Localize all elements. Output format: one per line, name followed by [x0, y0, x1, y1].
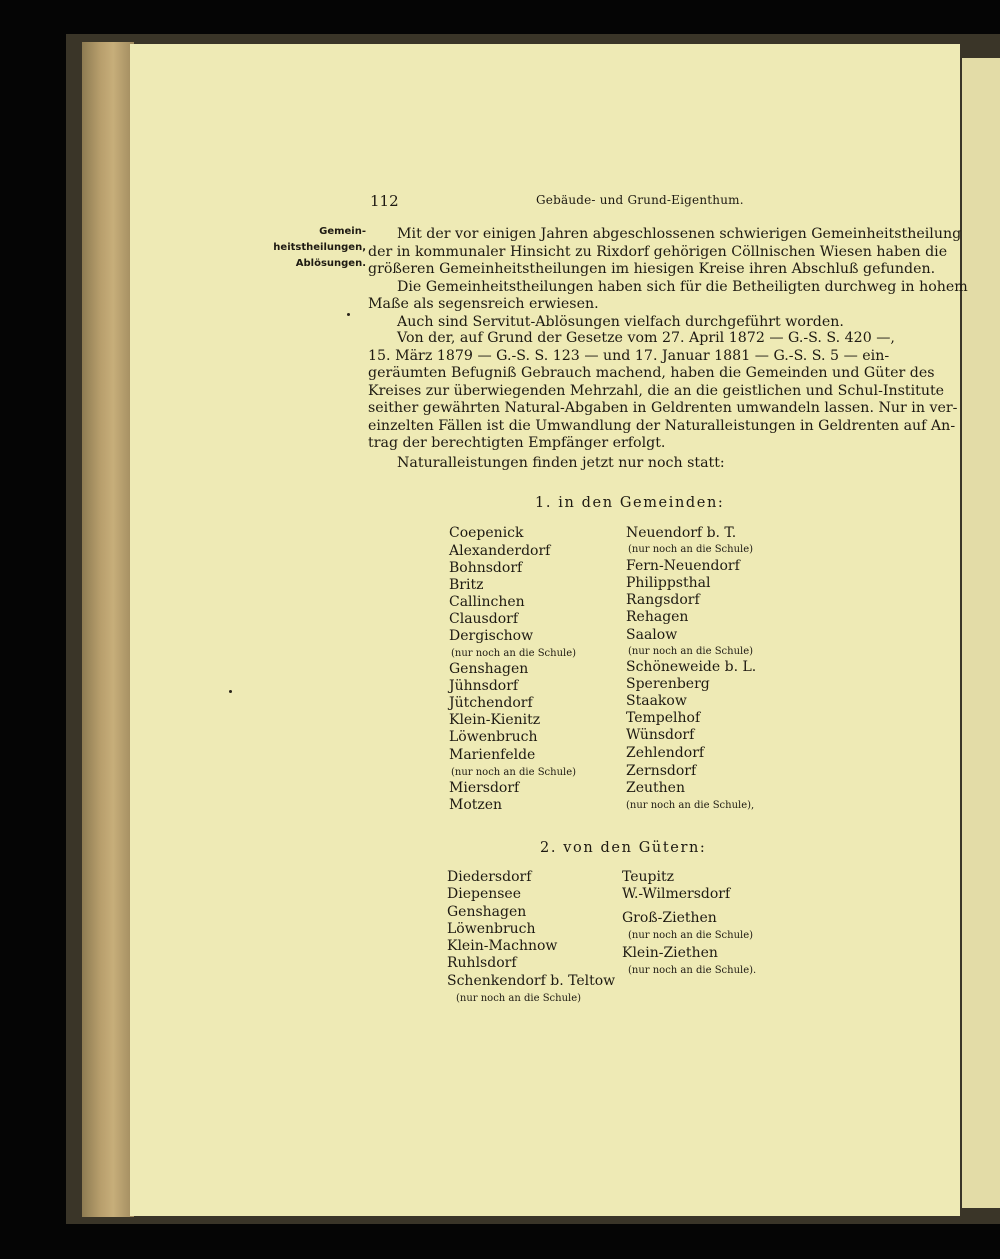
list-item: Wünsdorf — [626, 727, 695, 743]
list-item: Jütchendorf — [449, 695, 533, 711]
list-item: Motzen — [449, 797, 503, 813]
list-item: Diedersdorf — [447, 869, 532, 885]
list-item-note: (nur noch an die Schule) — [451, 767, 577, 778]
list-item: Callinchen — [449, 594, 525, 610]
list-item: Genshagen — [447, 904, 527, 920]
list-item: Fern-Neuendorf — [626, 558, 740, 574]
margin-note — [270, 224, 366, 272]
list-item: Clausdorf — [449, 611, 519, 627]
list-item: Marienfelde — [449, 747, 536, 763]
ink-speck — [229, 690, 232, 693]
list-item: Jühnsdorf — [449, 678, 519, 694]
paragraph-line: Von der, auf Grund der Gesetze vom 27. April 1872 — G.-S. S. 420 —, — [397, 330, 895, 346]
list-item-note: (nur noch an die Schule) — [628, 646, 754, 657]
list-item: Sperenberg — [626, 676, 710, 692]
list-item: Rehagen — [626, 609, 689, 625]
page-number: 112 — [370, 192, 399, 210]
list-item: Zehlendorf — [626, 745, 705, 761]
list-item: W.-Wilmersdorf — [622, 886, 731, 902]
list-item: Ruhlsdorf — [447, 955, 517, 971]
margin-note-line: Ablösungen. — [295, 258, 366, 269]
list-item: Philippsthal — [626, 575, 711, 591]
list-item: Alexanderdorf — [449, 543, 551, 559]
list-item: Klein-Ziethen — [622, 945, 718, 961]
list-item: Neuendorf b. T. — [626, 525, 737, 541]
section-heading-gemeinden: 1. in den Gemeinden: — [535, 495, 725, 511]
margin-note-line: Gemein- — [319, 226, 366, 237]
paragraph-line: seither gewährten Natural-Abgaben in Geldrenten umwandeln lassen. Nur in ver- — [368, 400, 958, 416]
paragraph-line: Die Gemeinheitstheilungen haben sich für die Betheiligten durchweg in hohem — [397, 279, 968, 295]
list-item: Groß-Ziethen — [622, 910, 717, 926]
list-item: Dergischow — [449, 628, 534, 644]
list-item: Schöneweide b. L. — [626, 659, 757, 675]
paragraph-line: Mit der vor einigen Jahren abgeschlossenen schwierigen Gemeinheitstheilung — [397, 226, 962, 242]
list-item: Diepensee — [447, 886, 522, 902]
paragraph-line: größeren Gemeinheitstheilungen im hiesigen Kreise ihren Abschluß gefunden. — [368, 261, 936, 277]
margin-note-line: heitstheilungen, — [273, 242, 366, 253]
page-edges — [82, 42, 134, 1217]
list-item-note: (nur noch an die Schule) — [456, 993, 582, 1004]
list-item-note: (nur noch an die Schule) — [628, 930, 754, 941]
list-item: Klein-Kienitz — [449, 712, 541, 728]
paragraph-line: geräumten Befugniß Gebrauch machend, haben die Gemeinden und Güter des — [368, 365, 935, 381]
running-title: Gebäude- und Grund-Eigenthum. — [536, 193, 744, 207]
list-item: Zeuthen — [626, 780, 685, 796]
paragraph-line: Naturalleistungen finden jetzt nur noch statt: — [397, 455, 725, 471]
list-item: Rangsdorf — [626, 592, 700, 608]
list-item: Genshagen — [449, 661, 529, 677]
list-item: Teupitz — [622, 869, 674, 885]
paragraph-line: der in kommunaler Hinsicht zu Rixdorf gehörigen Cöllnischen Wiesen haben die — [368, 244, 948, 260]
paragraph-line: 15. März 1879 — G.-S. S. 123 — und 17. Januar 1881 — G.-S. S. 5 — ein- — [368, 348, 890, 364]
book-page — [130, 44, 960, 1216]
list-item: Bohnsdorf — [449, 560, 523, 576]
paragraph-line: trag der berechtigten Empfänger erfolgt. — [368, 435, 666, 451]
ink-speck — [347, 313, 350, 316]
paragraph-line: einzelten Fällen ist die Umwandlung der Naturalleistungen in Geldrenten auf An- — [368, 418, 956, 434]
list-item-note: (nur noch an die Schule) — [451, 648, 577, 659]
paragraph-line: Auch sind Servitut-Ablösungen vielfach durchgeführt worden. — [397, 314, 844, 330]
list-item: Zernsdorf — [626, 763, 697, 779]
paragraph-line: Maße als segensreich erwiesen. — [368, 296, 599, 312]
list-item-note: (nur noch an die Schule), — [626, 800, 755, 811]
paragraph-line: Kreises zur überwiegenden Mehrzahl, die an die geistlichen und Schul-Institute — [368, 383, 945, 399]
list-item: Löwenbruch — [447, 921, 536, 937]
section-heading-guetern: 2. von den Gütern: — [540, 840, 707, 856]
list-item: Miersdorf — [449, 780, 520, 796]
list-item-note: (nur noch an die Schule) — [628, 544, 754, 555]
list-item-note: (nur noch an die Schule). — [628, 965, 757, 976]
list-item: Klein-Machnow — [447, 938, 558, 954]
facing-page — [962, 58, 1000, 1208]
list-item: Tempelhof — [626, 710, 701, 726]
list-item: Britz — [449, 577, 484, 593]
list-item: Staakow — [626, 693, 687, 709]
list-item: Coepenick — [449, 525, 524, 541]
list-item: Schenkendorf b. Teltow — [447, 973, 616, 989]
list-item: Löwenbruch — [449, 729, 538, 745]
list-item: Saalow — [626, 627, 678, 643]
